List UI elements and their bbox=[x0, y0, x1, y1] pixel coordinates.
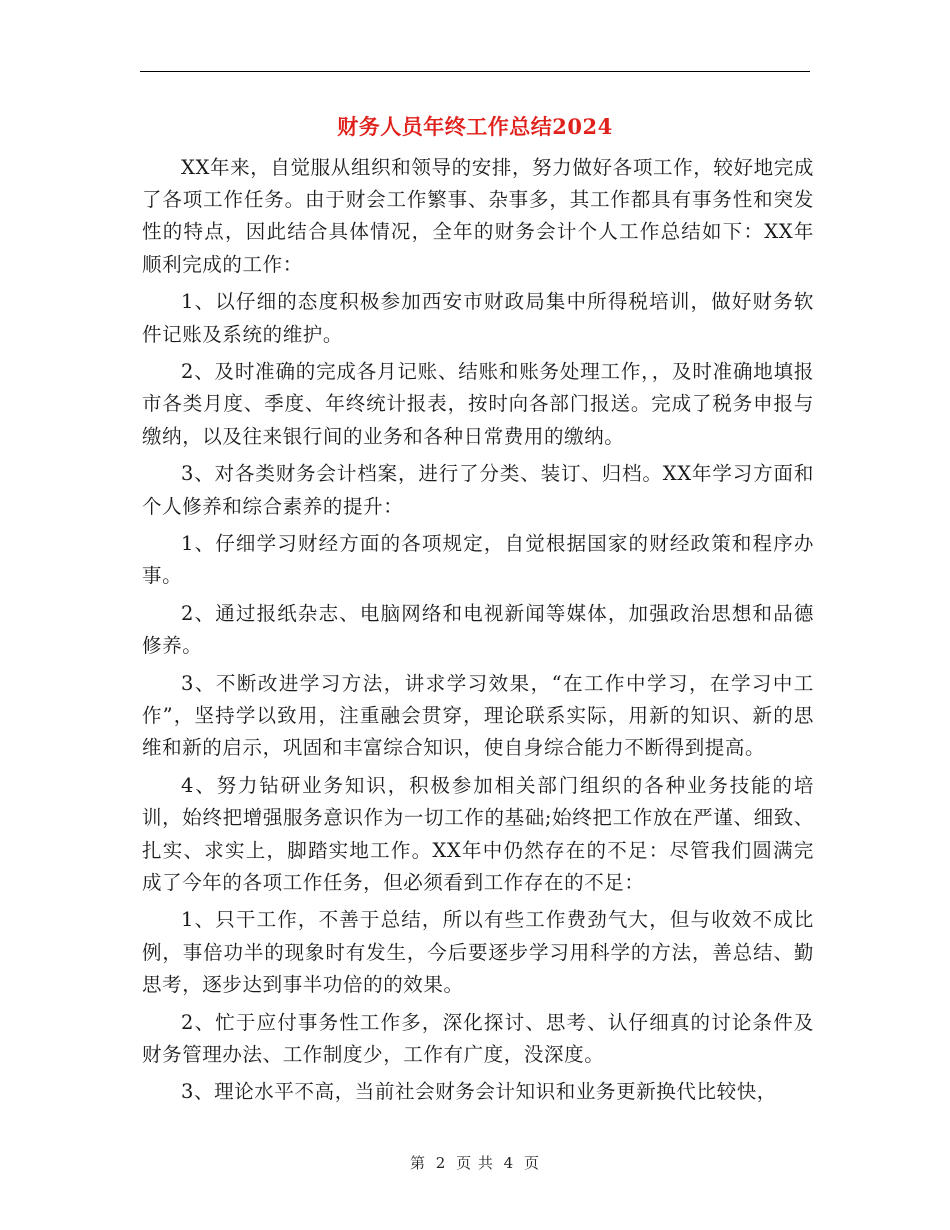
paragraph-item: 2、通过报纸杂志、电脑网络和电视新闻等媒体，加强政治思想和品德修养。 bbox=[142, 602, 814, 658]
paragraph-item: 3、不断改进学习方法，讲求学习效果，“在工作中学习，在学习中工作”，坚持学以致用，注重融会贯穿，理论联系实际，用新的知识、新的思维和新的启示，巩固和丰富综合知识，使自身综合能力不断得到提高。 bbox=[142, 672, 814, 760]
paragraph-item: 1、以仔细的态度积极参加西安市财政局集中所得税培训，做好财务软件记账及系统的维护。 bbox=[142, 290, 814, 346]
footer-current-page: 2 bbox=[435, 1154, 447, 1172]
document-title: 财务人员年终工作总结2024 bbox=[337, 114, 613, 139]
footer-suffix: 页 bbox=[524, 1154, 541, 1172]
paragraph-item: 1、仔细学习财经方面的各项规定，自觉根据国家的财经政策和程序办事。 bbox=[142, 532, 814, 588]
footer-middle: 页 共 bbox=[456, 1154, 494, 1172]
paragraph-item: 1、只干工作，不善于总结，所以有些工作费劲气大，但与收效不成比例，事倍功半的现象时有发生，今后要逐步学习用科学的方法，善总结、勤思考，逐步达到事半功倍的的效果。 bbox=[142, 908, 814, 996]
paragraph-item: 2、及时准确的完成各月记账、结账和账务处理工作，，及时准确地填报市各类月度、季度、年终统计报表，按时向各部门报送。完成了税务申报与缴纳，以及往来银行间的业务和各种日常费用的缴纳。 bbox=[142, 360, 814, 448]
paragraph-intro: XX年来，自觉服从组织和领导的安排，努力做好各项工作，较好地完成了各项工作任务。由于财会工作繁事、杂事多，其工作都具有事务性和突发性的特点，因此结合具体情况，全年的财务会计个人工作总结如下：XX年顺利完成的工作： bbox=[142, 156, 814, 276]
paragraph-item: 3、对各类财务会计档案，进行了分类、装订、归档。XX年学习方面和个人修养和综合素养的提升： bbox=[142, 462, 814, 518]
paragraph-item: 3、理论水平不高，当前社会财务会计知识和业务更新换代比较快， bbox=[181, 1080, 777, 1104]
page-footer bbox=[0, 1152, 950, 1173]
document-body bbox=[142, 152, 814, 1114]
paragraph-item: 4、努力钻研业务知识，积极参加相关部门组织的各种业务技能的培训，始终把增强服务意识作为一切工作的基础;始终把工作放在严谨、细致、扎实、求实上，脚踏实地工作。XX年中仍然存在的不足：尽管我们圆满完成了今年的各项工作任务，但必须看到工作存在的不足： bbox=[142, 774, 814, 894]
paragraph-item: 2、忙于应付事务性工作多，深化探讨、思考、认仔细真的讨论条件及财务管理办法、工作制度少，工作有广度，没深度。 bbox=[142, 1010, 814, 1066]
footer-total-pages: 4 bbox=[503, 1154, 515, 1172]
footer-prefix: 第 bbox=[409, 1154, 426, 1172]
header-rule bbox=[140, 71, 810, 72]
